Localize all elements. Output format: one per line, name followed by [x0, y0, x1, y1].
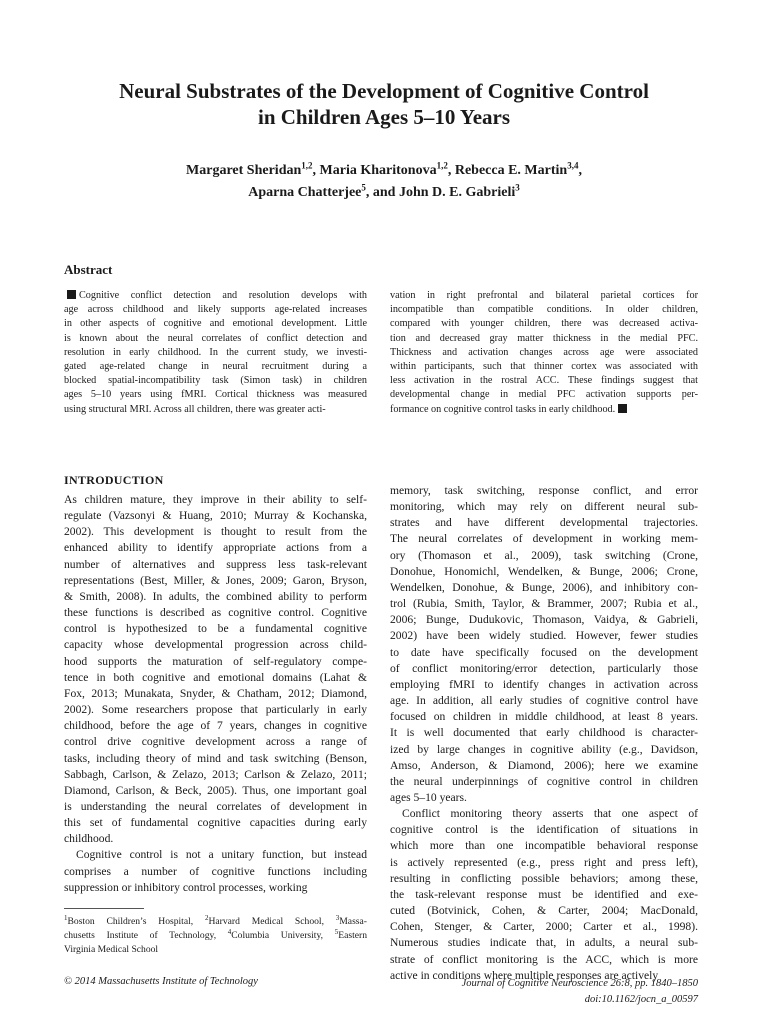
footnote-rule — [64, 908, 144, 909]
text-line — [390, 693, 698, 709]
text-line — [390, 317, 698, 331]
line-text: Thickness and activation changes across age were associated — [390, 346, 698, 358]
line-text: Donohue, Honomichl, Wendelken, & Bunge, 2006; Crone, — [390, 564, 698, 578]
line-text: capacity whose developmental progression across child- — [64, 638, 367, 652]
line-text: childhood. — [64, 832, 114, 846]
text-line — [64, 346, 367, 360]
text-line — [64, 815, 367, 831]
text-line — [390, 758, 698, 774]
text-line — [390, 871, 698, 887]
author-name: Aparna Chatterjee — [248, 185, 362, 200]
text-line — [390, 838, 698, 854]
line-text: this set of fundamental cognitive capacities during early — [64, 816, 367, 830]
text-line — [64, 637, 367, 653]
line-text: 2002) have been widely studied. However, fewer studies — [390, 629, 698, 643]
text-line — [390, 515, 698, 531]
line-text: memory, task switching, response conflict, and error — [390, 484, 698, 497]
text-line — [390, 303, 698, 317]
abstract-start-marker — [67, 290, 76, 299]
line-text: ages 5–10 years. — [390, 790, 467, 804]
footnote-text: Massa- — [339, 916, 367, 927]
text-line — [64, 783, 367, 799]
line-text: The neural correlates of development in working mem- — [390, 532, 698, 546]
text-line — [390, 564, 698, 580]
line-text: gated age-related change in neural recruitment during a — [64, 361, 367, 373]
line-text: 2002). This development is thought to result from the — [64, 525, 367, 539]
line-text: enhanced ability to identify appropriate actions from a — [64, 541, 367, 555]
line-text: active in conditions where multiple responses are actively — [390, 968, 659, 982]
text-line — [390, 580, 698, 596]
line-text: these functions is described as cognitive control. Cognitive — [64, 606, 367, 620]
line-text: Amso, Anderson, & Diamond, 2006); here we examine — [390, 758, 698, 772]
line-text: which more than one incompatible behavioral response — [390, 839, 698, 853]
text-line — [390, 903, 698, 919]
line-text: childhood, before the age of 7 years, changes in cognitive — [64, 719, 367, 733]
text-line — [64, 702, 367, 718]
text-line — [390, 774, 698, 790]
text-line — [390, 935, 698, 951]
line-text: Diamond, Carlson, & Beck, 2005). Thus, one important goal — [64, 783, 367, 797]
title-line-1: Neural Substrates of the Development of Cognitive Control — [119, 79, 649, 103]
text-line — [390, 483, 698, 499]
text-line — [390, 952, 698, 968]
text-line — [64, 303, 367, 317]
doi: doi:10.1162/jocn_a_00597 — [584, 994, 698, 1005]
text-line — [64, 767, 367, 783]
footnote-line — [64, 915, 367, 929]
line-text: of conflict monitoring/error detection, particularly those — [390, 661, 698, 675]
text-line — [64, 864, 367, 880]
text-line — [64, 492, 367, 508]
line-text: incompatible than compatible conditions. In older children, — [390, 304, 698, 316]
line-text: the task-relevant response must be identified and exe- — [390, 887, 698, 901]
line-text: control drive cognitive development across a range of — [64, 735, 367, 749]
abstract-column-right — [390, 289, 698, 417]
line-text: tasks, including theory of mind and task switching (Benson, — [64, 751, 367, 765]
line-text: vation in right prefrontal and bilateral parietal cortices for — [390, 290, 698, 301]
affiliation-footnote — [64, 915, 367, 957]
text-line — [64, 289, 367, 303]
footnote-text: Boston Children’s Hospital, — [67, 916, 205, 927]
footnote-sup: 3 — [335, 913, 340, 922]
text-line — [64, 734, 367, 750]
text-line — [390, 887, 698, 903]
author-name: John D. E. Gabrieli — [398, 185, 516, 200]
text-line — [64, 388, 367, 402]
introduction-heading: INTRODUCTION — [64, 473, 164, 487]
introduction-column-left — [64, 492, 367, 896]
line-text: control is hypothesized to be a fundamental cognitive — [64, 622, 367, 636]
line-text: is understanding the neural correlates of development in — [64, 799, 367, 813]
line-text: Cognitive conflict detection and resolution develops with — [79, 290, 367, 301]
footnote-sup: 4 — [227, 927, 232, 936]
text-line — [390, 332, 698, 346]
text-line — [64, 686, 367, 702]
line-text: As children mature, they improve in their ability to self- — [64, 493, 367, 506]
text-line — [64, 847, 367, 863]
line-text: employing fMRI to identify changes in activation across — [390, 677, 698, 691]
text-line — [64, 540, 367, 556]
text-line — [64, 880, 367, 896]
text-line — [390, 645, 698, 661]
text-line — [390, 548, 698, 564]
text-line — [64, 799, 367, 815]
text-line — [64, 332, 367, 346]
author-line-1 — [40, 160, 728, 182]
author-affiliation: 1,2 — [301, 160, 313, 171]
line-text: blocked spatial-incompatibility task (Simon task) in children — [64, 375, 367, 387]
author-name: Maria Kharitonova — [319, 163, 437, 178]
text-line — [64, 403, 367, 417]
text-line — [64, 718, 367, 734]
text-line — [390, 531, 698, 547]
text-line — [64, 751, 367, 767]
author-affiliation: 5 — [361, 182, 366, 193]
text-line — [390, 677, 698, 693]
text-line — [64, 374, 367, 388]
author-affiliation: 1,2 — [436, 160, 448, 171]
text-line — [390, 596, 698, 612]
line-text: cognitive control is the identification of situations in — [390, 823, 698, 837]
line-text: ages 5–10 years using fMRI. Cortical thickness was measured — [64, 389, 367, 401]
line-text: comprises a number of cognitive functions including — [64, 864, 367, 878]
text-line — [64, 508, 367, 524]
footnote-line — [64, 943, 367, 957]
line-text: Fox, 2013; Munakata, Snyder, & Chatham, 2012; Diamond, — [64, 686, 367, 700]
author-separator: , — [447, 163, 455, 178]
line-text: 2002). Some researchers propose that particularly in early — [64, 703, 367, 717]
line-text: suppression or inhibitory control processes, working — [64, 880, 308, 894]
line-text: ory (Thomason et al., 2009), task switching (Crone, — [390, 548, 698, 562]
line-text: the neural underpinnings of cognitive control in children — [390, 774, 698, 788]
line-text: is known about the neural correlates of conflict detection and — [64, 332, 367, 344]
line-text: less activation in the rostral ACC. These findings suggest that — [390, 375, 698, 387]
journal-reference: Journal of Cognitive Neuroscience 26:8, pp. 1840–1850 — [461, 978, 698, 989]
author-separator: , — [578, 163, 582, 178]
line-text: regulate (Vazsonyi & Huang, 2010; Murray & Kochanska, — [64, 509, 367, 523]
line-text: ized by large changes in cognitive ability (e.g., Davidson, — [390, 742, 698, 756]
text-line — [64, 831, 367, 847]
text-line — [390, 388, 698, 402]
text-line — [390, 790, 698, 806]
text-line — [64, 605, 367, 621]
text-line — [64, 654, 367, 670]
text-line — [64, 573, 367, 589]
author-list — [40, 160, 728, 204]
line-text: Conflict monitoring theory asserts that one aspect of — [402, 807, 698, 821]
text-line — [64, 360, 367, 374]
line-text: age across childhood and likely supports age-related increases — [64, 304, 367, 316]
text-line — [64, 621, 367, 637]
line-text: trol (Rubia, Smith, Taylor, & Brammer, 2007; Rubia et al., — [390, 597, 698, 611]
line-text: cuted (Botvinick, Cohen, & Carter, 2004; MacDonald, — [390, 904, 698, 918]
text-line — [64, 317, 367, 331]
footnote-text: Virginia Medical School — [64, 944, 159, 955]
line-text: using structural MRI. Across all children, there was greater acti- — [64, 403, 326, 415]
author-line-2 — [40, 182, 728, 204]
line-text: to date have specifically focused on the development — [390, 645, 698, 659]
line-text: developmental change in medial PFC activation supports per- — [390, 389, 698, 401]
text-line — [390, 360, 698, 374]
line-text: Sabbagh, Carlson, & Zelazo, 2013; Carlson & Zelazo, 2011; — [64, 767, 367, 781]
text-line — [390, 709, 698, 725]
line-text: representations (Best, Miller, & Jones, 2009; Garon, Bryson, — [64, 573, 367, 587]
line-text: compared with younger children, there was decreased activa- — [390, 318, 698, 330]
copyright-notice: © 2014 Massachusetts Institute of Technology — [64, 976, 258, 987]
text-line — [64, 524, 367, 540]
text-line — [390, 628, 698, 644]
footnote-text: Eastern — [338, 930, 367, 941]
line-text: number of alternatives and suppress less task-relevant — [64, 557, 367, 571]
text-line — [390, 742, 698, 758]
line-text: 2006; Bunge, Dudukovic, Thomason, Vaidya, & Gabrieli, — [390, 613, 698, 627]
text-line — [64, 557, 367, 573]
text-line — [390, 919, 698, 935]
line-text: Wendelken, Donohue, & Bunge, 2006), and inhibitory con- — [390, 580, 698, 594]
line-text: hood supports the maturation of self-regulatory compe- — [64, 654, 367, 668]
footnote-sup: 2 — [204, 913, 209, 922]
line-text: resolution in early childhood. In the current study, we investi- — [64, 346, 367, 358]
footnote-text: chusetts Institute of Technology, — [64, 930, 228, 941]
author-name: Rebecca E. Martin — [454, 163, 568, 178]
line-text: within participants, such that thinner cortex was associated with — [390, 361, 698, 373]
text-line — [390, 346, 698, 360]
title-line-2: in Children Ages 5–10 Years — [257, 105, 511, 129]
journal-citation — [462, 976, 698, 1008]
text-line — [390, 374, 698, 388]
text-line — [64, 589, 367, 605]
introduction-column-right — [390, 483, 698, 984]
line-text: Cohen, Stenger, & Carter, 2000; Carter et al., 1998). — [390, 920, 698, 934]
line-text: age. In addition, all early studies of cognitive control have — [390, 694, 698, 708]
line-text: monitoring, which may rely on different neural sub- — [390, 500, 698, 514]
text-line — [390, 725, 698, 741]
author-name: Margaret Sheridan — [186, 163, 302, 178]
line-text: & Smith, 2008). In adults, the combined ability to perform — [64, 589, 367, 603]
author-separator: , and — [365, 185, 399, 200]
abstract-end-marker — [618, 404, 627, 413]
abstract-column-left — [64, 289, 367, 417]
line-text: focused on children in middle childhood, at least 8 years. — [390, 710, 698, 724]
line-text: in other aspects of cognitive and emotional development. Little — [64, 318, 367, 330]
text-line — [390, 403, 698, 417]
text-line — [390, 806, 698, 822]
article-title — [40, 78, 728, 130]
line-text: strate of conflict monitoring is the ACC, which is more — [390, 952, 698, 966]
footnote-text: Harvard Medical School, — [208, 916, 336, 927]
line-text: tion and decreased gray matter thickness in the medial PFC. — [390, 332, 698, 344]
footnote-sup: 5 — [334, 927, 339, 936]
line-text: Cognitive control is not a unitary function, but instead — [76, 848, 367, 862]
text-line — [390, 855, 698, 871]
footnote-text: Columbia University, — [231, 930, 335, 941]
abstract-heading: Abstract — [64, 262, 113, 277]
text-line — [64, 670, 367, 686]
line-text: formance on cognitive control tasks in early childhood. — [390, 403, 616, 415]
line-text: strates and have different developmental trajectories. — [390, 516, 698, 530]
line-text: tence in both cognitive and emotional domains (Lahat & — [64, 670, 367, 684]
text-line — [390, 661, 698, 677]
line-text: It is well documented that early childhood is character- — [390, 726, 698, 740]
text-line — [390, 289, 698, 303]
line-text: resulting in conflicting possible behaviors; among these, — [390, 871, 698, 885]
line-text: Numerous studies indicate that, in adults, a neural sub- — [390, 936, 698, 950]
text-line — [390, 499, 698, 515]
text-line — [390, 822, 698, 838]
footnote-line — [64, 929, 367, 943]
author-separator: , — [312, 163, 320, 178]
text-line — [390, 612, 698, 628]
footnote-sup: 1 — [64, 913, 68, 922]
line-text: is actively represented (e.g., press right and press left), — [390, 855, 698, 869]
author-affiliation: 3,4 — [567, 160, 579, 171]
author-affiliation: 3 — [515, 182, 520, 193]
